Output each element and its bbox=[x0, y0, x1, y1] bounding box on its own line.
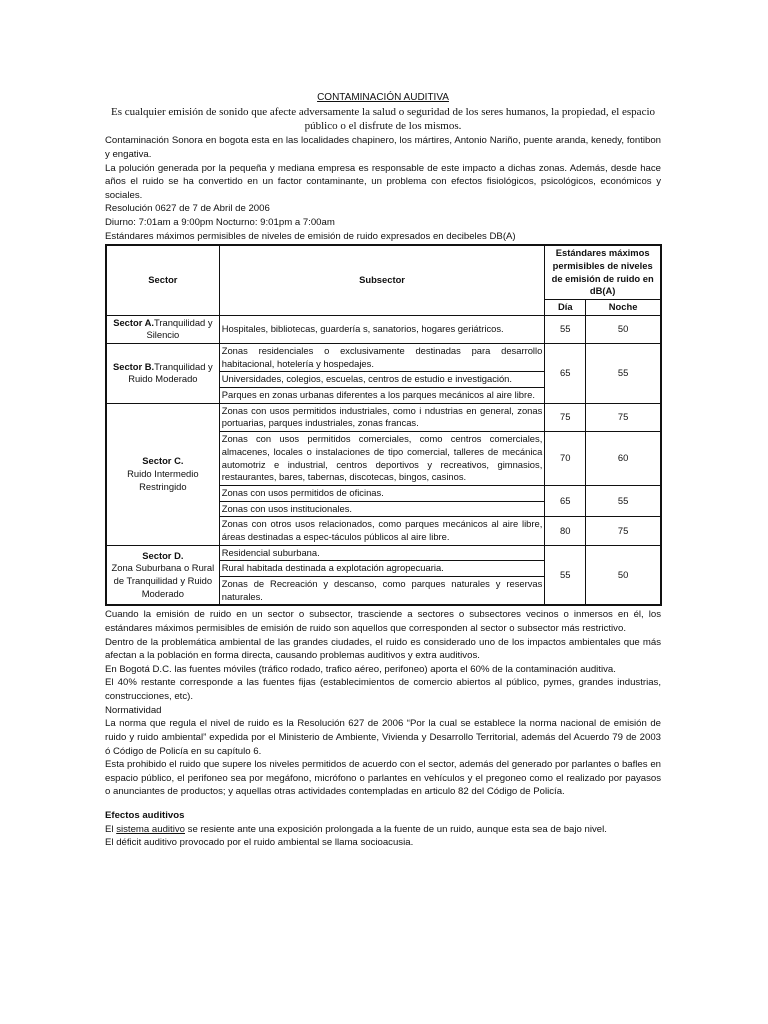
sector-b-cell bbox=[106, 344, 219, 404]
night-value: 55 bbox=[586, 344, 661, 404]
sistema-auditivo-link[interactable]: sistema auditivo bbox=[116, 823, 185, 835]
night-value: 50 bbox=[586, 315, 661, 343]
sector-c-cell bbox=[106, 403, 219, 545]
sector-b-desc: Tranquilidad y Ruido Moderado bbox=[128, 360, 213, 385]
subsector-cell: Parques en zonas urbanas diferentes a los parques mecánicos al aire libre. bbox=[219, 388, 545, 404]
day-value: 70 bbox=[545, 432, 586, 486]
resolution-line: Resolución 0627 de 7 de Abril de 2006 bbox=[105, 203, 270, 215]
sector-b-name: Sector B. bbox=[113, 360, 155, 372]
body-paragraph: La norma que regula el nivel de ruido es la Resolución 627 de 2006 “Por la cual se establece la norma nacional de emisión de ruido y ruido ambiental” expedida por el Ministerio de Ambiente, Vivienda y Desarrollo Territorial, además del Acuerdo 79 de 2003 ó Código de Policía en su capítulo 6. bbox=[105, 718, 661, 757]
table-caption: Estándares máximos permisibles de niveles de emisión de ruido expresados en decibeles DB(A) bbox=[105, 230, 516, 242]
section-heading-normatividad: Normatividad bbox=[105, 704, 162, 716]
subsector-cell: Zonas con usos permitidos de oficinas. bbox=[219, 485, 545, 501]
day-value: 55 bbox=[545, 545, 586, 605]
subsector-cell: Zonas con usos permitidos comerciales, como centros comerciales, almacenes, locales o instalaciones de tipo comercial, talleres de mecánica automotriz e industrial, centros deportivos y recreativos, gimnasios, restaurantes, bares, tabernas, discotecas, bingos, casinos. bbox=[219, 432, 545, 486]
sector-d-name: Sector D. bbox=[142, 549, 184, 561]
effects-paragraph: El déficit auditivo provocado por el ruido ambiental se llama socioacusia. bbox=[105, 837, 414, 849]
day-value: 55 bbox=[545, 315, 586, 343]
noise-standards-table bbox=[105, 244, 662, 606]
effects-text: se resiente ante una exposición prolongada a la fuente de un ruido, aunque esta sea de bajo nivel. bbox=[185, 823, 607, 835]
day-value: 65 bbox=[545, 485, 586, 516]
night-value: 50 bbox=[586, 545, 661, 605]
night-value: 75 bbox=[586, 403, 661, 431]
effects-heading: Efectos auditivos bbox=[105, 809, 185, 821]
sector-d-desc: Zona Suburbana o Rural de Tranquilidad y Ruido Moderado bbox=[111, 562, 215, 599]
table-row bbox=[106, 403, 661, 431]
header-subsector: Subsector bbox=[219, 245, 545, 315]
header-standards: Estándares máximos permisibles de niveles de emisión de ruido en dB(A) bbox=[545, 245, 661, 299]
header-day: Día bbox=[545, 299, 586, 315]
night-value: 60 bbox=[586, 432, 661, 486]
sector-a-cell bbox=[106, 315, 219, 343]
subsector-cell: Zonas con usos permitidos industriales, como i ndustrias en general, zonas portuarias, parques industriales, zonas francas. bbox=[219, 403, 545, 431]
day-value: 75 bbox=[545, 403, 586, 431]
day-value: 80 bbox=[545, 517, 586, 545]
sector-a-name: Sector A. bbox=[113, 316, 154, 328]
subsector-cell: Zonas con usos institucionales. bbox=[219, 501, 545, 517]
sector-a-desc: Tranquilidad y Silencio bbox=[146, 316, 213, 341]
table-row bbox=[106, 344, 661, 372]
intro-paragraph: La polución generada por la pequeña y mediana empresa es responsable de este impacto a dichas zonas. Además, desde hace años el ruido se ha convertido en un factor contaminante, un problema con efectos fisiológicos, psicológicos, económicos y sociales. bbox=[105, 162, 661, 201]
body-paragraph: Cuando la emisión de ruido en un sector o subsector, trasciende a sectores o subsectores vecinos o inmersos en él, los estándares máximos permisibles de emisión de ruido son aquellos que corresponden al sector o subsector más restrictivo. bbox=[105, 609, 661, 635]
subsector-cell: Residencial suburbana. bbox=[219, 545, 545, 561]
body-paragraph: En Bogotá D.C. las fuentes móviles (tráfico rodado, trafico aéreo, perifoneo) aporta el 60% de la contaminación auditiva. bbox=[105, 663, 616, 675]
subsector-cell: Rural habitada destinada a explotación agropecuaria. bbox=[219, 561, 545, 577]
subsector-cell: Zonas con otros usos relacionados, como parques mecánicos al aire libre, áreas destinadas a espec-táculos públicos al aire libre. bbox=[219, 517, 545, 545]
definition-text: Es cualquier emisión de sonido que afecte adversamente la salud o seguridad de los seres humanos, la propiedad, el espacio público o el disfrute de los mismos. bbox=[110, 106, 656, 133]
body-paragraph: El 40% restante corresponde a las fuentes fijas (establecimientos de comercio abiertos al público, pymes, grandes industrias, construcciones, etc). bbox=[105, 677, 661, 703]
document-page bbox=[105, 91, 661, 850]
document-title: CONTAMINACIÓN AUDITIVA bbox=[317, 92, 449, 103]
day-value: 65 bbox=[545, 344, 586, 404]
subsector-cell: Hospitales, bibliotecas, guardería s, sanatorios, hogares geriátricos. bbox=[219, 315, 545, 343]
schedule-line: Diurno: 7:01am a 9:00pm Nocturno: 9:01pm a 7:00am bbox=[105, 217, 335, 228]
effects-paragraph bbox=[105, 823, 661, 837]
night-value: 75 bbox=[586, 517, 661, 545]
effects-text: El bbox=[105, 823, 117, 835]
table-row bbox=[106, 545, 661, 561]
table-row bbox=[106, 315, 661, 343]
subsector-cell: Zonas residenciales o exclusivamente destinadas para desarrollo habitacional, hotelería y hospedajes. bbox=[219, 344, 545, 372]
header-night: Noche bbox=[586, 299, 661, 315]
sector-c-name: Sector C. bbox=[142, 455, 184, 467]
sector-c-desc: Ruido Intermedio Restringido bbox=[127, 467, 199, 492]
intro-paragraph: Contaminación Sonora en bogota esta en las localidades chapinero, los mártires, Antonio Nariño, puente aranda, kenedy, fontibon y engativa. bbox=[105, 135, 661, 160]
body-paragraph: Esta prohibido el ruido que supere los niveles permitidos de acuerdo con el sector, además del generado por parlantes o bafles en espacio público, el perifoneo sea por megáfono, micrófono o parlantes en vehículos y el pregoneo como el realizado por payasos o anunciantes de productos; y aquellas otras actividades contempladas en articulo 82 del Código de Policía. bbox=[105, 759, 661, 798]
night-value: 55 bbox=[586, 485, 661, 516]
header-sector: Sector bbox=[106, 245, 219, 315]
table-header-row bbox=[106, 245, 661, 299]
sector-d-cell bbox=[106, 545, 219, 605]
subsector-cell: Universidades, colegios, escuelas, centros de estudio e investigación. bbox=[219, 372, 545, 388]
subsector-cell: Zonas de Recreación y descanso, como parques naturales y reservas naturales. bbox=[219, 577, 545, 606]
body-paragraph: Dentro de la problemática ambiental de las grandes ciudades, el ruido es considerado uno de los impactos ambientales que más afectan a la población en forma directa, causando problemas auditivos y extra auditivos. bbox=[105, 636, 661, 662]
